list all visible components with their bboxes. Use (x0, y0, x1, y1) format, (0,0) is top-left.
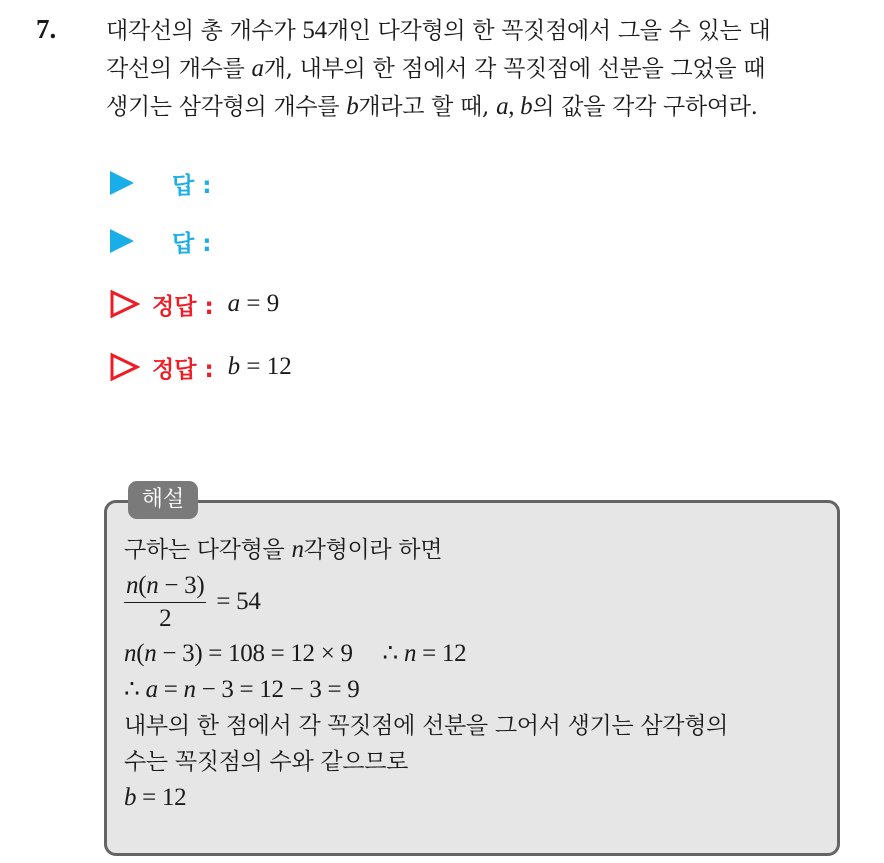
explanation-line-1 (124, 532, 830, 568)
explanation-line-3: n(n − 3) = 108 = 12 × 9 ∴ n = 12 (124, 640, 467, 667)
explanation-line-6: 수는 꼭짓점의 수와 같으므로 (124, 749, 409, 775)
variable-b: b (520, 93, 533, 120)
answer-label: 답 : (172, 230, 212, 257)
problem-line-1 (106, 12, 866, 50)
correct-answer-value (228, 290, 280, 318)
correct-answer-label: 정답 : (152, 293, 214, 320)
correct-answer-row-1 (110, 287, 279, 321)
equation-rest: = 54 (216, 588, 261, 615)
problem-text-segment: 각선의 개수를 (106, 56, 252, 82)
fraction-numerator: n(n − 3) (124, 572, 206, 603)
variable-n: n (291, 536, 304, 563)
comma: , (508, 93, 521, 120)
play-triangle-icon (110, 229, 134, 253)
problem-line-2 (106, 50, 866, 88)
variable-a: a (227, 290, 241, 317)
problem-text-segment: 개라고 할 때, (358, 94, 497, 120)
problem-text-segment: 대각선의 총 개수가 (106, 18, 303, 44)
problem-line-3 (106, 88, 866, 126)
outline-triangle-icon (110, 353, 140, 381)
explanation-text: 구하는 다각형을 (124, 537, 292, 563)
answer-blank-row-2 (110, 224, 211, 258)
correct-answer-row-2 (110, 350, 292, 384)
explanation-line-4: ∴ a = n − 3 = 12 − 3 = 9 (124, 676, 360, 703)
answer-blank-row-1 (110, 166, 211, 200)
problem-text-segment: 생기는 삼각형의 개수를 (106, 94, 347, 120)
variable-b: b (346, 93, 359, 120)
play-triangle-icon (110, 171, 134, 195)
problem-number: 7. (36, 14, 57, 44)
variable-b: b (227, 353, 241, 380)
explanation-fraction-line (124, 568, 830, 636)
answer-value-text: = 12 (240, 353, 292, 380)
answer-value-text: = 9 (240, 290, 280, 317)
explanation-content (124, 532, 830, 816)
correct-answer-label: 정답 : (152, 356, 214, 383)
explanation-text: 각형이라 하면 (303, 537, 443, 563)
fraction-denominator: 2 (159, 604, 172, 632)
explanation-tag: 해설 (128, 481, 198, 519)
explanation-line-7: b = 12 (124, 784, 187, 811)
outline-triangle-icon (110, 290, 140, 318)
problem-text-segment: 의 값을 각각 구하여라. (532, 94, 758, 120)
problem-text (106, 12, 866, 126)
problem-text-segment: 개, 내부의 한 점에서 각 꼭짓점에 선분을 그었을 때 (263, 56, 766, 82)
correct-answer-value (228, 353, 292, 381)
problem-text-segment: 개인 다각형의 한 꼭짓점에서 그을 수 있는 대 (326, 18, 771, 44)
fraction (124, 572, 206, 633)
explanation-line-5: 내부의 한 점에서 각 꼭짓점에 선분을 그어서 생기는 삼각형의 (124, 713, 729, 739)
problem-number-54: 54 (302, 17, 327, 44)
variable-a: a (251, 55, 264, 82)
answer-label: 답 : (172, 172, 212, 199)
variable-a: a (496, 93, 509, 120)
